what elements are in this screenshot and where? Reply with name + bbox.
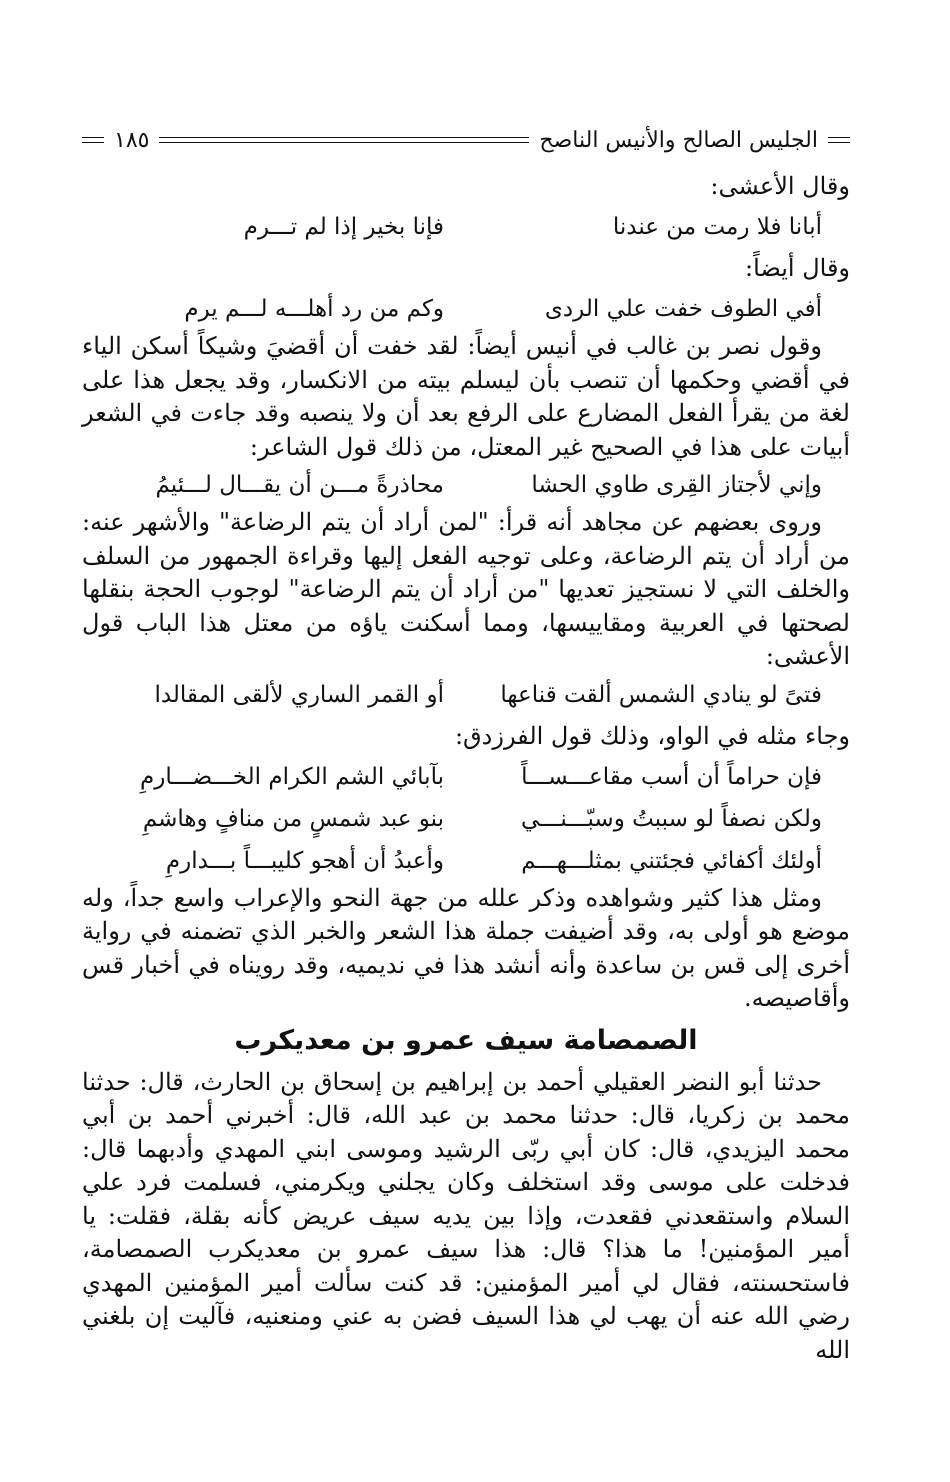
verse-first-hemistich: ولكن نصفاً لو سببتُ وسبّـــنـــي xyxy=(520,805,822,832)
poem-verse xyxy=(82,464,850,506)
verse-second-hemistich: بنو عبد شمسٍ من منافٍ وهاشمِ xyxy=(142,805,444,832)
body-paragraph: ومثل هذا كثير وشواهده وذكر علله من جهة النحو والإعراب واسع جداً، وله موضع هو أولى به، وقد أضيفت جملة هذا الشعر والخبر الذي تضمنه في رواية أخرى إلى قس بن ساعدة وأنه أنشد هذا في نديميه، وقد رويناه في أخبار قس وأقاصيصه. xyxy=(82,883,850,1012)
verse-first-hemistich: فتىً لو ينادي الشمس ألقت قناعها xyxy=(500,681,822,708)
poem-verse xyxy=(82,798,850,840)
poem-verse xyxy=(82,840,850,882)
poem-verse xyxy=(82,756,850,798)
header-rule xyxy=(159,137,529,143)
poem-verse xyxy=(82,674,850,716)
verse-intro: وقال الأعشى: xyxy=(710,172,850,200)
verse-first-hemistich: أفي الطوف خفت علي الردى xyxy=(544,296,822,322)
verse-first-hemistich: أولئك أكفائي فجئتني بمثلـــهـــم xyxy=(521,847,822,874)
verse-second-hemistich: فإنا بخير إذا لم تـــرم xyxy=(243,214,444,240)
verse-second-hemistich: بآبائي الشم الكرام الخـــضـــارمِ xyxy=(140,763,444,790)
body-paragraph: حدثنا أبو النضر العقيلي أحمد بن إبراهيم بن إسحاق بن الحارث، قال: حدثنا محمد بن زكريا، قال: حدثنا محمد بن عبد الله، قال: أخبرني أحمد بن أبي محمد اليزيدي، قال: كان أبي ربّى الرشيد وموسى ابني المهدي وأدبهما قال: فدخلت على موسى وقد استخلف وكان يجلني ويكرمني، فسلمت فرد علي السلام واستقعدني فقعدت، وإذا بين يديه سيف عريض كأنه بقلة، فقلت: يا أمير المؤمنين! ما هذا؟ قال: هذا سيف عمرو بن معديكرب الصمصامة، فاستحسنته، فقال لي أمير المؤمنين: قد كنت سألت أمير المؤمنين المهدي رضي الله عنه أن يهب لي هذا السيف فضن به عني ومنعنيه، فآليت إن بلغني الله xyxy=(82,1067,851,1364)
body-paragraph: وقول نصر بن غالب في أنيس أيضاً: لقد خفت أن أقضيَ وشيكاً أسكن الياء في أقضي وحكمها أن تنصب بأن ليسلم بيته من الانكسار، وقد يجعل هذا على لغة من يقرأ الفعل المضارع على الرفع بعد أن ولا ينصبه وقد جاءت في الشعر أبيات على هذا في الصحيح غير المعتل، من ذلك قول الشاعر: xyxy=(82,332,850,461)
verse-second-hemistich: أو القمر الساري لألقى المقالدا xyxy=(154,681,444,708)
poem-verse xyxy=(82,206,850,248)
header-rule-right xyxy=(828,137,850,143)
verse-intro: وجاء مثله في الواو، وذلك قول الفرزدق: xyxy=(454,721,850,750)
verse-first-hemistich: فإن حراماً أن أسب مقاعـــســـاً xyxy=(521,763,822,790)
verse-second-hemistich: وكم من رد أهلـــه لـــم يرم xyxy=(184,296,444,322)
verse-second-hemistich: وأعبدُ أن أهجو كليبـــاً بـــدارمِ xyxy=(165,847,444,874)
page-content xyxy=(82,166,850,1367)
header-title: الجليس الصالح والأنيس الناصح xyxy=(539,127,818,153)
page-number: ١٨٥ xyxy=(114,127,150,153)
body-paragraph: وروى بعضهم عن مجاهد أنه قرأ: "لمن أراد أن يتم الرضاعة" والأشهر عنه: من أراد أن يتم الرضاعة، وعلى توجيه الفعل إليها وقراءة الجمهور من السلف والخلف التي لا نستجيز تعديها "من أراد أن يتم الرضاعة" لوجوب الحجة بنقلها لصحتها في العربية ومقاييسها، ومما أسكنت ياؤه من معتل هذا الباب قول الأعشى: xyxy=(82,508,850,670)
poem-verse xyxy=(82,288,850,330)
section-title: الصمصامة سيف عمرو بن معديكرب xyxy=(234,1024,698,1056)
verse-intro: وقال أيضاً: xyxy=(745,254,850,282)
header-rule-left xyxy=(82,137,104,143)
verse-first-hemistich: أبانا فلا رمت من عندنا xyxy=(612,214,822,240)
book-page xyxy=(82,120,850,1367)
verse-second-hemistich: محاذرةً مـــن أن يقـــال لـــئيمُ xyxy=(155,472,444,498)
verse-first-hemistich: وإني لأجتاز القِرى طاوي الحشا xyxy=(531,472,822,498)
running-header xyxy=(82,120,850,160)
